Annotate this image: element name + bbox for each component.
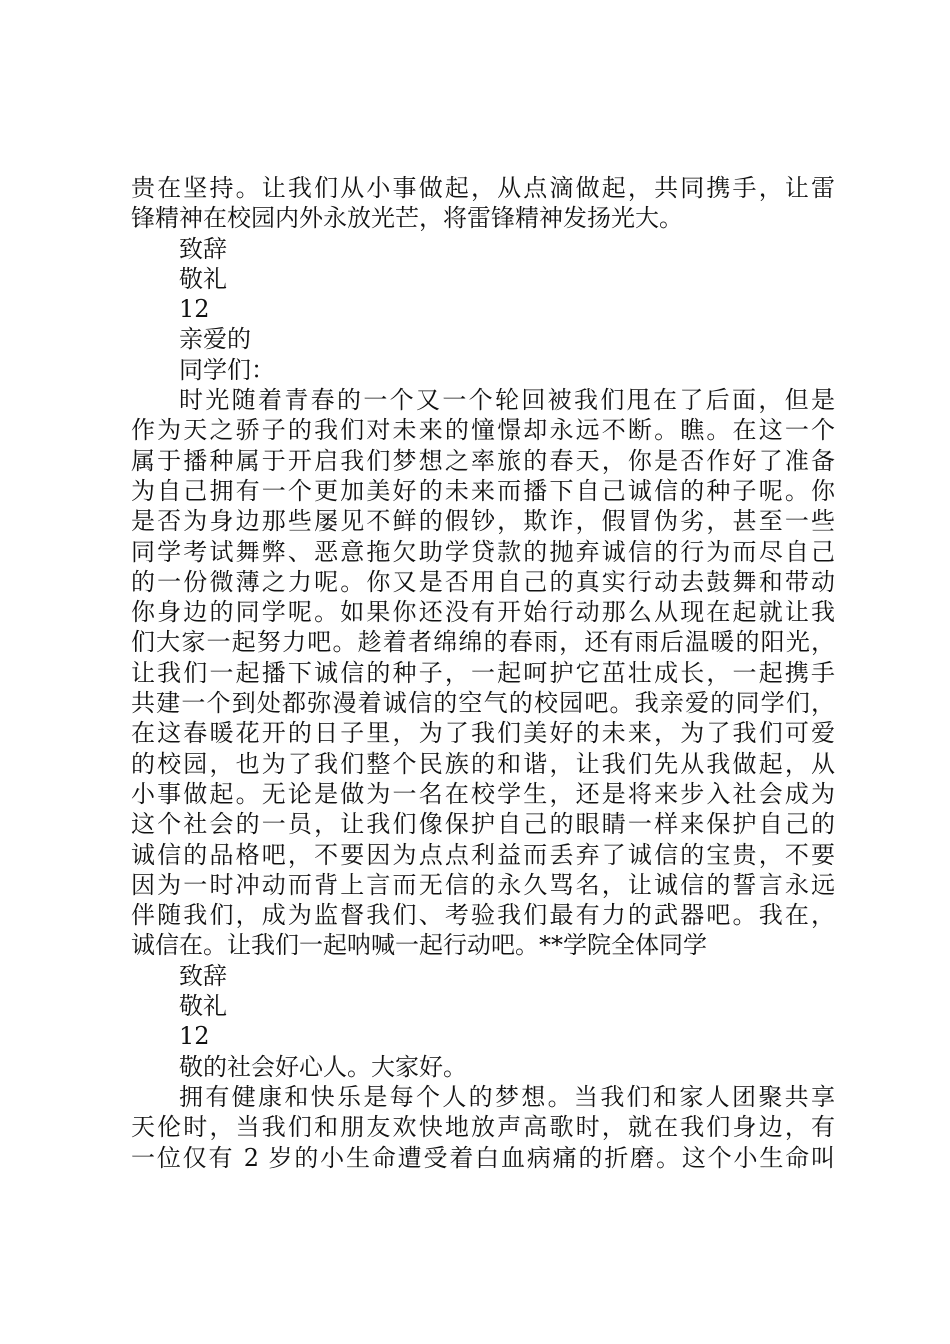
text-line: 因为一时冲动而背上言而无信的永久骂名，让诚信的誓言永远	[131, 870, 835, 899]
text-line: 亲爱的	[179, 325, 251, 354]
text-line: 诚信的品格吧，不要因为点点利益而丢弃了诚信的宝贵，不要	[131, 840, 835, 869]
text-line: 们大家一起努力吧。趁着者绵绵的春雨，还有雨后温暖的阳光，	[131, 628, 835, 657]
text-line: 属于播种属于开启我们梦想之率旅的春天，你是否作好了准备	[131, 446, 835, 475]
text-line: 共建一个到处都弥漫着诚信的空气的校园吧。我亲爱的同学们，	[131, 689, 835, 718]
text-line: 伴随我们，成为监督我们、考验我们最有力的武器吧。我在，	[131, 901, 835, 930]
text-line: 你身边的同学呢。如果你还没有开始行动那么从现在起就让我	[131, 598, 835, 627]
text-line: 12	[179, 1022, 210, 1051]
text-line: 天伦时，当我们和朋友欢快地放声高歌时，就在我们身边，有	[131, 1113, 835, 1142]
text-line: 致辞	[179, 961, 227, 990]
text-line: 作为天之骄子的我们对未来的憧憬却永远不断。瞧。在这一个	[131, 416, 835, 445]
text-line: 的一份微薄之力呢。你又是否用自己的真实行动去鼓舞和带动	[131, 567, 835, 596]
text-line: 这个社会的一员，让我们像保护自己的眼睛一样来保护自己的	[131, 810, 835, 839]
text-line: 锋精神在校园内外永放光芒，将雷锋精神发扬光大。	[131, 204, 683, 233]
text-line: 致辞	[179, 234, 227, 263]
text-line: 时光随着青春的一个又一个轮回被我们甩在了后面，但是	[179, 386, 835, 415]
text-line: 敬礼	[179, 992, 227, 1021]
text-line: 同学考试舞弊、恶意拖欠助学贷款的抛弃诚信的行为而尽自己	[131, 537, 835, 566]
text-line: 12	[179, 295, 210, 324]
text-line: 同学们：	[179, 355, 275, 384]
document-body	[131, 173, 835, 1173]
text-line: 让我们一起播下诚信的种子，一起呵护它茁壮成长，一起携手	[131, 658, 835, 687]
text-line: 敬礼	[179, 264, 227, 293]
text-line: 诚信在。让我们一起呐喊一起行动吧。**学院全体同学	[131, 931, 707, 960]
text-line: 拥有健康和快乐是每个人的梦想。当我们和家人团聚共享	[179, 1082, 835, 1111]
text-line: 在这春暖花开的日子里，为了我们美好的未来，为了我们可爱	[131, 719, 835, 748]
text-line: 敬的社会好心人。大家好。	[179, 1052, 467, 1081]
text-line: 贵在坚持。让我们从小事做起，从点滴做起，共同携手，让雷	[131, 174, 835, 202]
text-line: 为自己拥有一个更加美好的未来而播下自己诚信的种子呢。你	[131, 476, 835, 505]
text-line: 一位仅有 2 岁的小生命遭受着白血病痛的折磨。这个小生命叫	[131, 1143, 835, 1172]
text-line: 小事做起。无论是做为一名在校学生，还是将来步入社会成为	[131, 779, 835, 808]
text-line: 是否为身边那些屡见不鲜的假钞，欺诈，假冒伪劣，甚至一些	[131, 507, 835, 536]
text-line: 的校园，也为了我们整个民族的和谐，让我们先从我做起，从	[131, 749, 835, 778]
